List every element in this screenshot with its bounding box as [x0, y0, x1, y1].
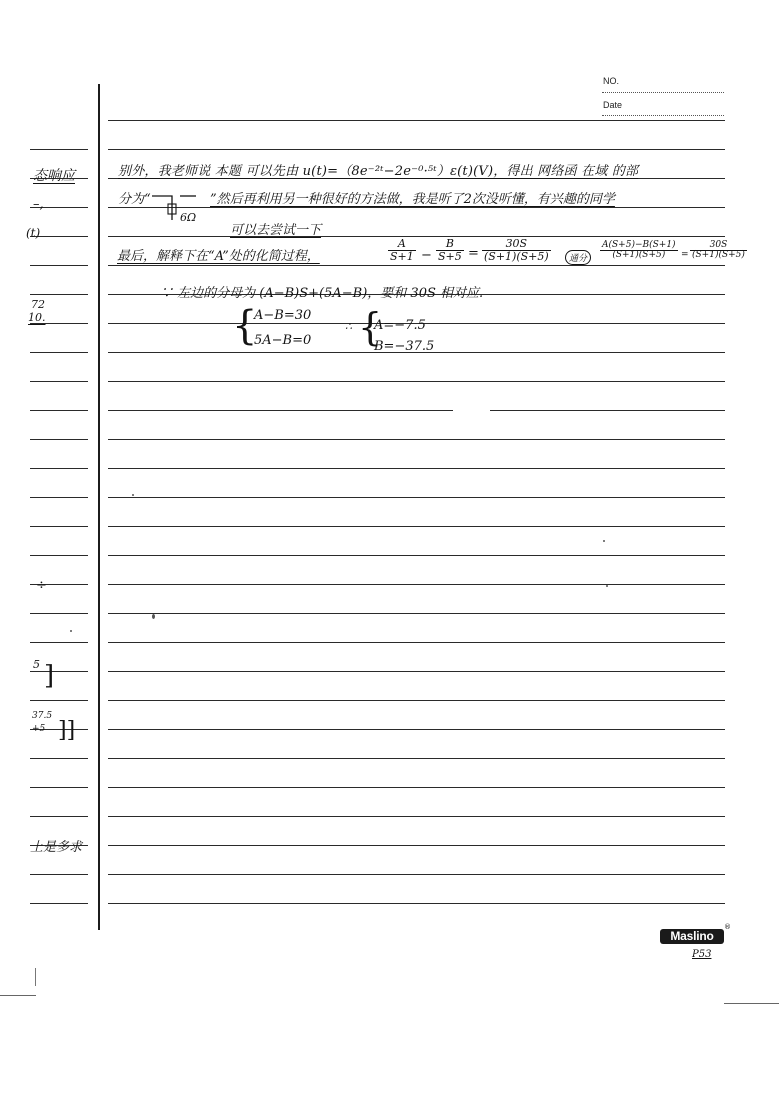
therefore-sign: ∴: [345, 320, 352, 333]
note-line-4: 最后，解释下在“A”处的化简过程，: [117, 249, 320, 264]
margin-bracket-1: ]: [44, 661, 55, 691]
date-label: Date: [603, 100, 623, 110]
system-1-eq1: A−B=30: [254, 308, 312, 323]
margin-ruled-line: [30, 787, 88, 788]
ruled-line: [108, 642, 725, 643]
scan-edge-tick: [35, 968, 36, 986]
speck: [603, 540, 605, 542]
ruled-line: [108, 236, 725, 237]
scan-edge-left: [0, 995, 36, 996]
margin-ruled-line: [30, 700, 88, 701]
note-line-2a: 分为“: [118, 192, 151, 207]
circled-word: 通分: [565, 250, 591, 265]
system-2-brace: {: [358, 305, 383, 349]
margin-note-divide: ÷: [36, 578, 47, 593]
scan-edge-right: [724, 1003, 779, 1004]
ruled-line: [108, 584, 725, 585]
no-dots: [602, 92, 724, 93]
fraction-2: [600, 241, 678, 261]
ruled-line: [108, 555, 725, 556]
ruled-line: [108, 526, 725, 527]
margin-ruled-line: [30, 439, 88, 440]
margin-ruled-line: [30, 903, 88, 904]
note-line-1: 别外，我老师说 本题 可以先由 u(t)=（8e⁻²ᵗ−2e⁻⁰·⁵ᵗ）ε(t)(V)，得出 网络函 在域 的部: [118, 164, 639, 179]
margin-note-bottom: 上是多求: [30, 840, 83, 855]
ruled-line: [108, 613, 725, 614]
margin-ruled-line: [30, 816, 88, 817]
margin-ruled-line: [30, 381, 88, 382]
margin-note-10: 10.: [28, 311, 46, 324]
minus-sign: −: [421, 248, 432, 263]
ruled-line: [108, 265, 725, 266]
margin-ruled-line: [30, 555, 88, 556]
ruled-line: [108, 439, 725, 440]
system-2-eq1: A=−7.5: [374, 318, 426, 333]
fraction-a: [388, 238, 416, 262]
ruled-line: [108, 120, 725, 121]
circuit-label: 6Ω: [180, 211, 197, 224]
ruled-line: [108, 903, 725, 904]
fraction-a-num: A: [388, 238, 416, 251]
speck: [132, 494, 134, 496]
ruled-line: [108, 700, 725, 701]
margin-note-comma: –,: [33, 197, 44, 212]
ruled-line: [108, 787, 725, 788]
margin-bracket-2: ]]: [58, 718, 76, 743]
margin-note-response: 态响应: [33, 168, 75, 184]
margin-ruled-line: [30, 671, 88, 672]
margin-ruled-line: [30, 642, 88, 643]
margin-ruled-line: [30, 265, 88, 266]
margin-note-37-5: 37.5: [32, 711, 53, 721]
ruled-line: [108, 816, 725, 817]
fraction-b-den: S+5: [438, 249, 462, 263]
registered-mark: ®: [724, 923, 731, 931]
ruled-line: [108, 671, 725, 672]
ruled-line: [490, 410, 725, 411]
ruled-line: [108, 874, 725, 875]
note-line-2b: ”然后再利用另一种很好的方法做，我是听了2次没听懂，有兴趣的同学: [210, 192, 615, 207]
page-number: P53: [692, 949, 712, 960]
margin-ruled-line: [30, 874, 88, 875]
margin-ruled-line: [30, 294, 88, 295]
margin-ruled-line: [30, 352, 88, 353]
ruled-line: [108, 149, 725, 150]
ruled-line: [108, 729, 725, 730]
margin-ruled-line: [30, 758, 88, 759]
fraction-b-num: B: [436, 238, 464, 251]
system-1-eq2: 5A−B=0: [254, 333, 312, 348]
ruled-line: [108, 497, 725, 498]
equals-sign: =: [468, 246, 479, 261]
no-label: NO.: [603, 76, 620, 86]
fraction-a-den: S+1: [390, 249, 414, 263]
margin-ruled-line: [30, 613, 88, 614]
margin-note-plus5: +5: [32, 724, 46, 734]
date-dots: [602, 115, 724, 116]
ruled-line: [108, 381, 725, 382]
speck: [152, 614, 155, 619]
ruled-line: [108, 758, 725, 759]
brand-logo: Maslino: [660, 929, 724, 944]
equals-sign-2: =: [681, 250, 689, 260]
note-line-5: ∵ 左边的分母为 (A−B)S+(5A−B)，要和 30S 相对应.: [160, 286, 484, 301]
margin-note-72: 72: [31, 298, 45, 311]
margin-ruled-line: [30, 497, 88, 498]
fraction-2-num: A(S+5)−B(S+1): [602, 240, 676, 250]
ruled-line: [108, 410, 453, 411]
fraction-rhs: [482, 238, 551, 262]
fraction-rhs-num: 30S: [482, 238, 551, 251]
margin-ruled-line: [30, 410, 88, 411]
fraction-rhs-den: (S+1)(S+5): [484, 249, 549, 263]
fraction-2-den: (S+1)(S+5): [612, 250, 666, 261]
margin-rule: [98, 84, 100, 930]
system-1-brace: {: [232, 303, 258, 349]
fraction-3: [690, 241, 747, 261]
margin-ruled-line: [30, 526, 88, 527]
ruled-line: [108, 468, 725, 469]
margin-note-5: 5: [33, 658, 40, 671]
margin-ruled-line: [30, 149, 88, 150]
ruled-line: [108, 207, 725, 208]
fraction-3-num: 30S: [690, 241, 747, 251]
fraction-3-den: (S+1)(S+5): [692, 250, 745, 261]
speck: [70, 630, 72, 632]
margin-ruled-line: [30, 468, 88, 469]
speck: [606, 585, 608, 587]
fraction-b: [436, 238, 464, 262]
margin-note-t: (t): [26, 226, 41, 240]
note-line-3: 可以去尝试一下: [230, 223, 322, 238]
system-2-eq2: B=−37.5: [374, 339, 435, 354]
ruled-line: [108, 845, 725, 846]
